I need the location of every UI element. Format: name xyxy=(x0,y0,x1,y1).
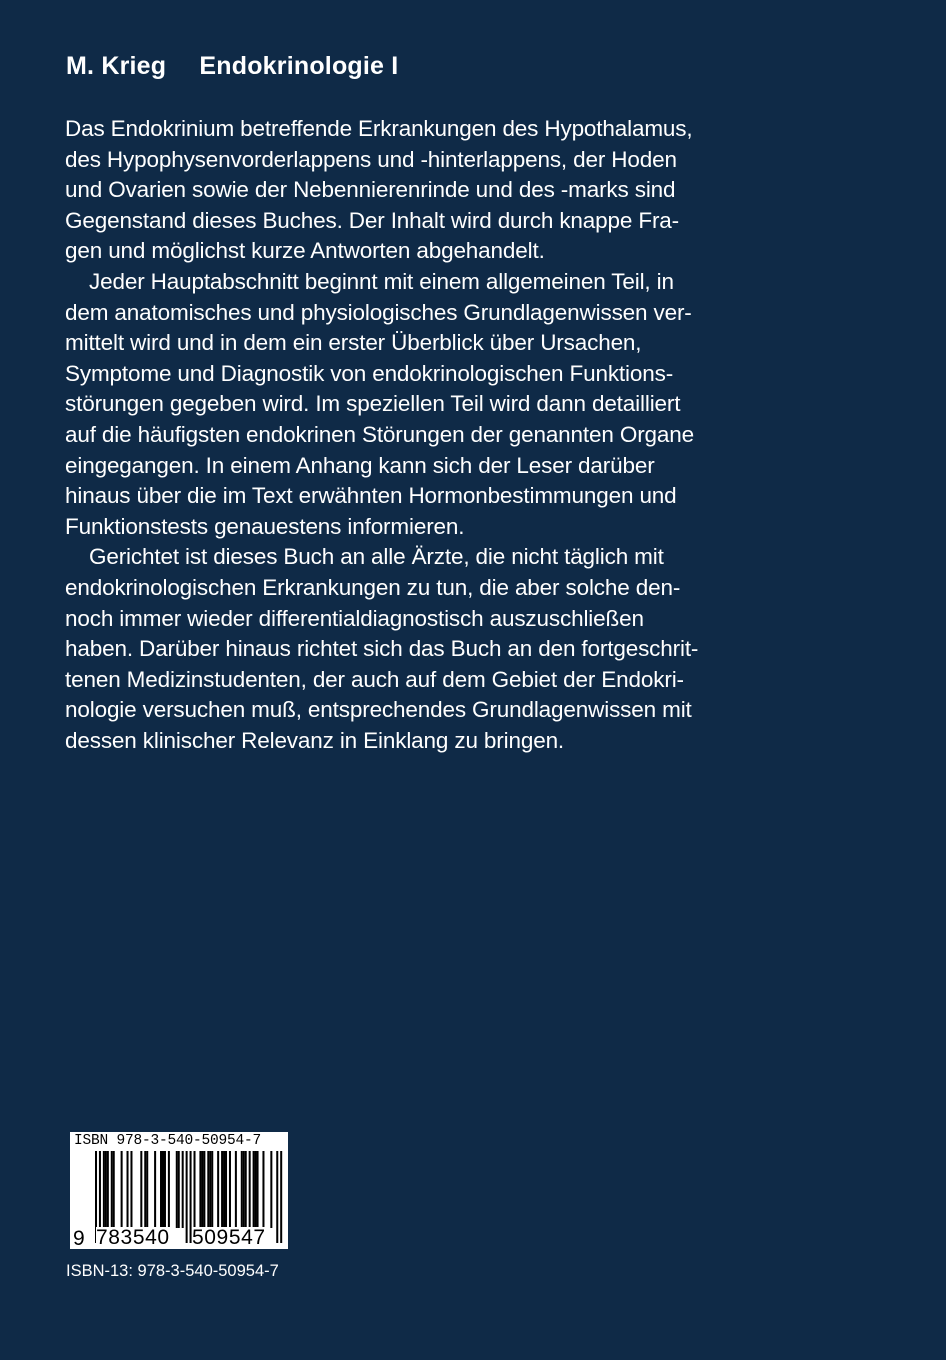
blurb-line: eingegangen. In einem Anhang kann sich der Leser darüber xyxy=(65,452,655,478)
barcode-bar xyxy=(111,1151,113,1228)
barcode-bar xyxy=(162,1151,164,1228)
book-header xyxy=(66,52,398,81)
blurb-line: gen und möglichst kurze Antworten abgehandelt. xyxy=(65,238,545,264)
barcode-isbn-label: ISBN 978-3-540-50954-7 xyxy=(74,1133,262,1149)
barcode-bar xyxy=(160,1151,162,1228)
barcode-bar xyxy=(103,1151,105,1228)
blurb-line: Das Endokrinium betreffende Erkrankungen des Hypothalamus, xyxy=(65,116,693,141)
blurb-line: nologie versuchen muß, entsprechendes Grundlagenwissen mit xyxy=(65,697,692,723)
blurb-line: Gerichtet ist dieses Buch an alle Ärzte, die nicht täglich mit xyxy=(89,544,664,570)
blurb-text xyxy=(65,114,765,756)
isbn13-text: ISBN-13: 978-3-540-50954-7 xyxy=(66,1262,279,1280)
barcode-guard-bar xyxy=(276,1151,278,1243)
barcode-bar xyxy=(221,1151,223,1228)
blurb-line: hinaus über die im Text erwähnten Hormonbestimmungen und xyxy=(65,483,677,509)
blurb-line: haben. Darüber hinaus richtet sich das Buch an den fortgeschrit- xyxy=(65,636,699,662)
barcode-bar xyxy=(168,1151,170,1228)
blurb-line: mittelt wird und in dem ein erster Überblick über Ursachen, xyxy=(65,330,642,356)
barcode-bar xyxy=(253,1151,255,1228)
barcode-first-digit: 9 xyxy=(73,1227,85,1249)
barcode-bar xyxy=(178,1151,180,1228)
barcode-bar xyxy=(107,1151,109,1228)
barcode-bar xyxy=(243,1151,245,1228)
barcode-bar xyxy=(249,1151,251,1228)
barcode-bar xyxy=(209,1151,211,1228)
barcode-bar xyxy=(164,1151,166,1228)
barcode-bar xyxy=(201,1151,203,1228)
barcode-bar xyxy=(154,1151,156,1228)
barcode-bar xyxy=(257,1151,259,1228)
blurb-line: noch immer wieder differentialdiagnostisch auszuschließen xyxy=(65,605,644,631)
barcode-bar xyxy=(207,1151,209,1228)
barcode-bar xyxy=(194,1151,196,1228)
barcode-bar xyxy=(203,1151,205,1228)
barcode-guard-bar xyxy=(280,1151,282,1243)
barcode-bar xyxy=(199,1151,201,1228)
barcode-bar xyxy=(130,1151,132,1228)
blurb-line: Symptome und Diagnostik von endokrinologischen Funktions- xyxy=(65,360,674,386)
blurb-line: störungen gegeben wird. Im speziellen Teil wird dann detailliert xyxy=(65,391,681,417)
barcode-bar xyxy=(176,1151,178,1228)
barcode-bar xyxy=(255,1151,257,1228)
blurb-line: und Ovarien sowie der Nebennierenrinde und des -marks sind xyxy=(65,177,676,203)
barcode-right-digits: 509547 xyxy=(192,1226,266,1249)
blurb-line: dessen klinischer Relevanz in Einklang zu bringen. xyxy=(65,727,565,753)
barcode-bar xyxy=(225,1151,227,1228)
blurb-line: Jeder Hauptabschnitt beginnt mit einem allgemeinen Teil, in xyxy=(89,268,674,294)
barcode-bar xyxy=(182,1151,184,1228)
barcode-bar xyxy=(211,1151,213,1228)
barcode-bar xyxy=(235,1151,237,1228)
barcode-bar xyxy=(121,1151,123,1228)
blurb-line: Gegenstand dieses Buches. Der Inhalt wird durch knappe Fra- xyxy=(65,207,679,233)
barcode-bar xyxy=(113,1151,115,1228)
blurb-line: des Hypophysenvorderlappens und -hinterlappens, der Hoden xyxy=(65,146,677,172)
barcode-bar xyxy=(245,1151,247,1228)
barcode-bar xyxy=(144,1151,146,1228)
isbn-barcode xyxy=(70,1132,288,1249)
barcode-bar xyxy=(229,1151,231,1228)
barcode-bar xyxy=(140,1151,142,1228)
barcode-bar xyxy=(241,1151,243,1228)
blurb-line: auf die häufigsten endokrinen Störungen der genannten Organe xyxy=(65,421,694,447)
barcode-bar xyxy=(223,1151,225,1228)
barcode-left-digits: 783540 xyxy=(96,1226,170,1249)
barcode-bar xyxy=(127,1151,129,1228)
barcode-bar xyxy=(270,1151,272,1228)
blurb-line: endokrinologischen Erkrankungen zu tun, die aber solche den- xyxy=(65,574,681,600)
barcode-bar xyxy=(146,1151,148,1228)
blurb-line: Funktionstests genauestens informieren. xyxy=(65,513,465,539)
blurb-line: dem anatomisches und physiologisches Grundlagenwissen ver- xyxy=(65,299,692,325)
barcode-guard-bar xyxy=(186,1151,188,1243)
blurb-line: tenen Medizinstudenten, der auch auf dem Gebiet der Endokri- xyxy=(65,666,684,692)
author-name: M. Krieg xyxy=(66,52,167,80)
barcode-bar xyxy=(105,1151,107,1228)
book-title: Endokrinologie I xyxy=(199,52,399,80)
barcode-bar xyxy=(217,1151,219,1228)
barcode-bar xyxy=(262,1151,264,1228)
